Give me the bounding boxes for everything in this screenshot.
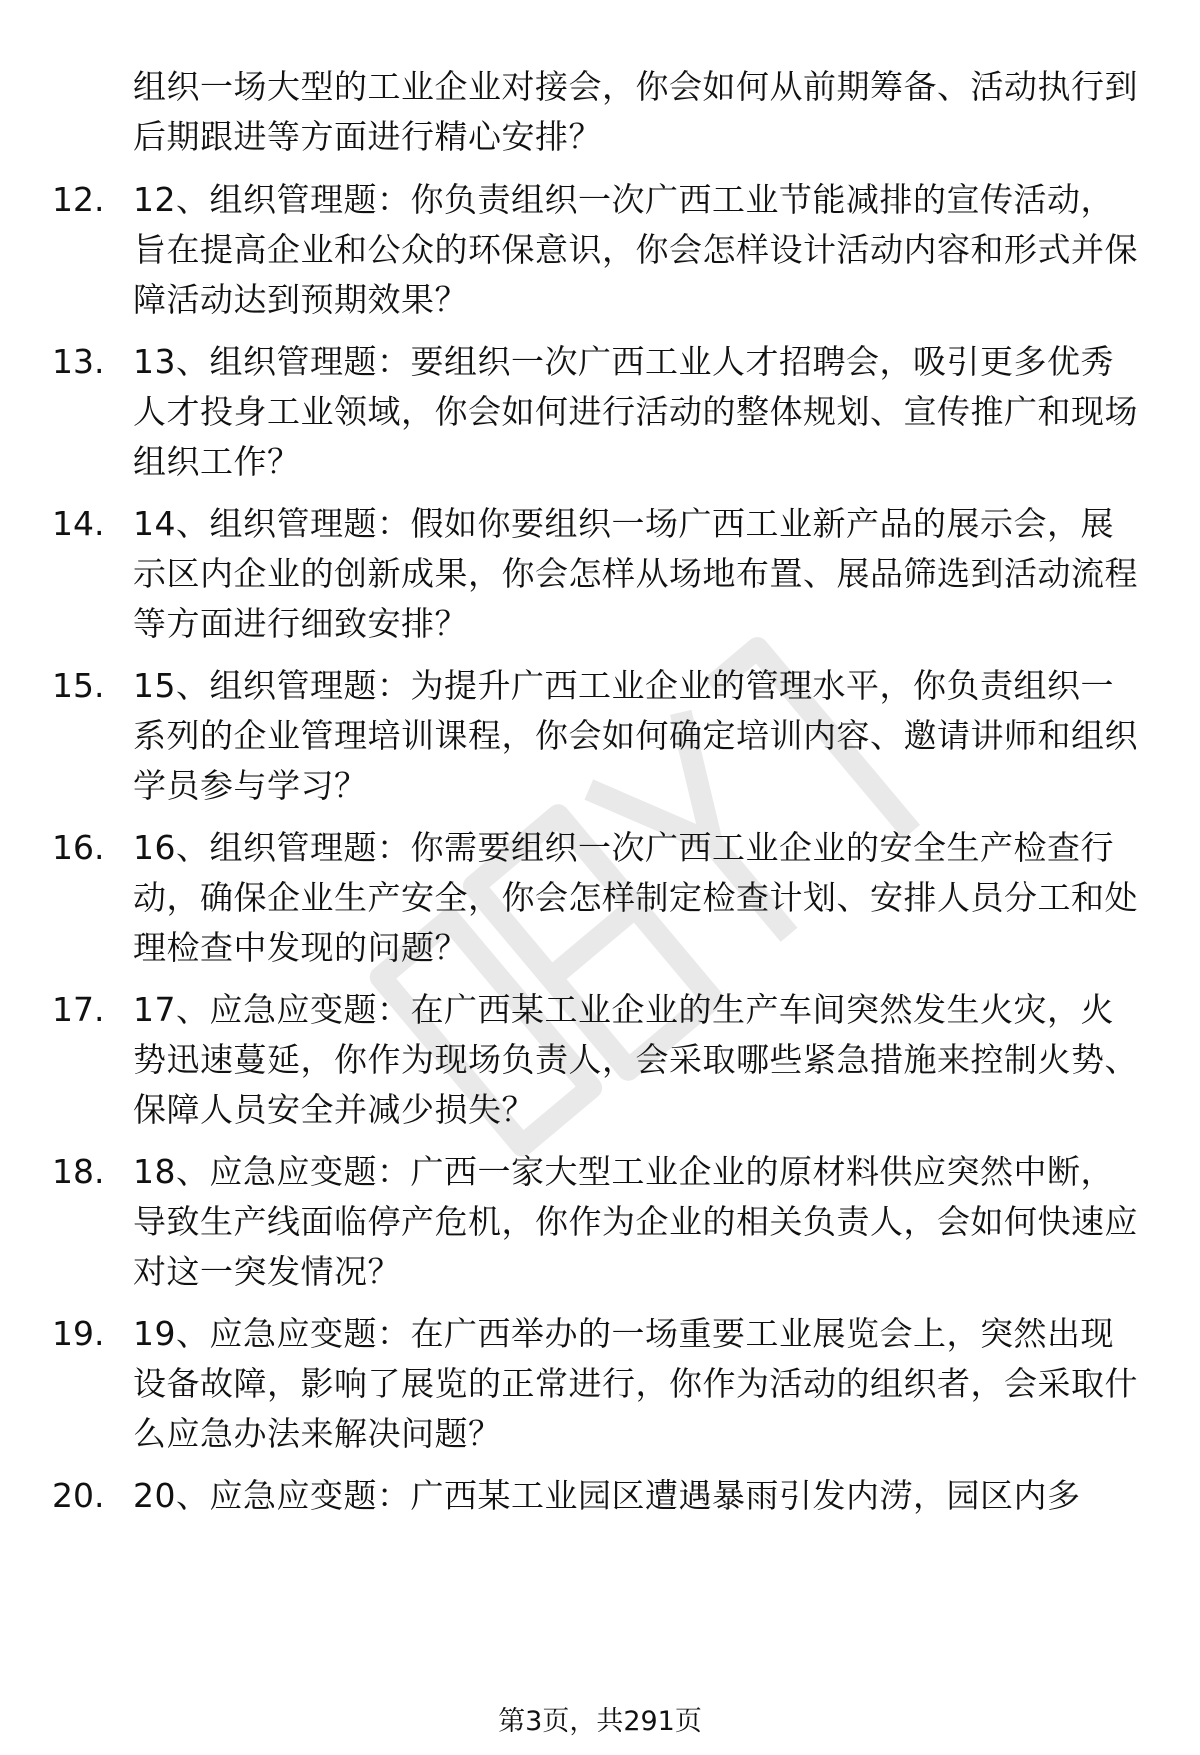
list-item-text: 18、应急应变题：广西一家大型工业企业的原材料供应突然中断，导致生产线面临停产危机，你作为企业的相关负责人，会如何快速应对这一突发情况？ <box>133 1152 1138 1291</box>
list-item-number: 20. <box>52 1476 105 1515</box>
list-item-number: 18. <box>52 1152 105 1191</box>
list-item-text: 20、应急应变题：广西某工业园区遭遇暴雨引发内涝，园区内多 <box>133 1476 1081 1515</box>
list-item-text: 19、应急应变题：在广西举办的一场重要工业展览会上，突然出现设备故障，影响了展览的正常进行，你作为活动的组织者，会采取什么应急办法来解决问题？ <box>133 1314 1138 1453</box>
list-item-text: 12、组织管理题：你负责组织一次广西工业节能减排的宣传活动，旨在提高企业和公众的环保意识，你会怎样设计活动内容和形式并保障活动达到预期效果？ <box>133 180 1138 319</box>
list-item-number: 14. <box>52 504 105 543</box>
page-footer: 第3页，共291页 <box>498 1706 702 1737</box>
list-item-text: 15、组织管理题：为提升广西工业企业的管理水平，你负责组织一系列的企业管理培训课程，你会如何确定培训内容、邀请讲师和组织学员参与学习？ <box>133 666 1138 805</box>
list-item-number: 19. <box>52 1314 105 1353</box>
list-item-number: 17. <box>52 990 105 1029</box>
list-item-number: 12. <box>52 180 105 219</box>
list-item-text: 14、组织管理题：假如你要组织一场广西工业新产品的展示会，展示区内企业的创新成果，你会怎样从场地布置、展品筛选到活动流程等方面进行细致安排？ <box>133 504 1138 643</box>
list-item-text: 13、组织管理题：要组织一次广西工业人才招聘会，吸引更多优秀人才投身工业领域，你会如何进行活动的整体规划、宣传推广和现场组织工作？ <box>133 342 1138 481</box>
list-item-text: 17、应急应变题：在广西某工业企业的生产车间突然发生火灾，火势迅速蔓延，你作为现场负责人，会采取哪些紧急措施来控制火势、保障人员安全并减少损失？ <box>133 990 1138 1129</box>
list-item-number: 15. <box>52 666 105 705</box>
list-item-number: 13. <box>52 342 105 381</box>
intro-paragraph: 组织一场大型的工业企业对接会，你会如何从前期筹备、活动执行到后期跟进等方面进行精心安排？ <box>133 67 1138 156</box>
list-item-number: 16. <box>52 828 105 867</box>
list-item-text: 16、组织管理题：你需要组织一次广西工业企业的安全生产检查行动，确保企业生产安全，你会怎样制定检查计划、安排人员分工和处理检查中发现的问题？ <box>133 828 1138 967</box>
